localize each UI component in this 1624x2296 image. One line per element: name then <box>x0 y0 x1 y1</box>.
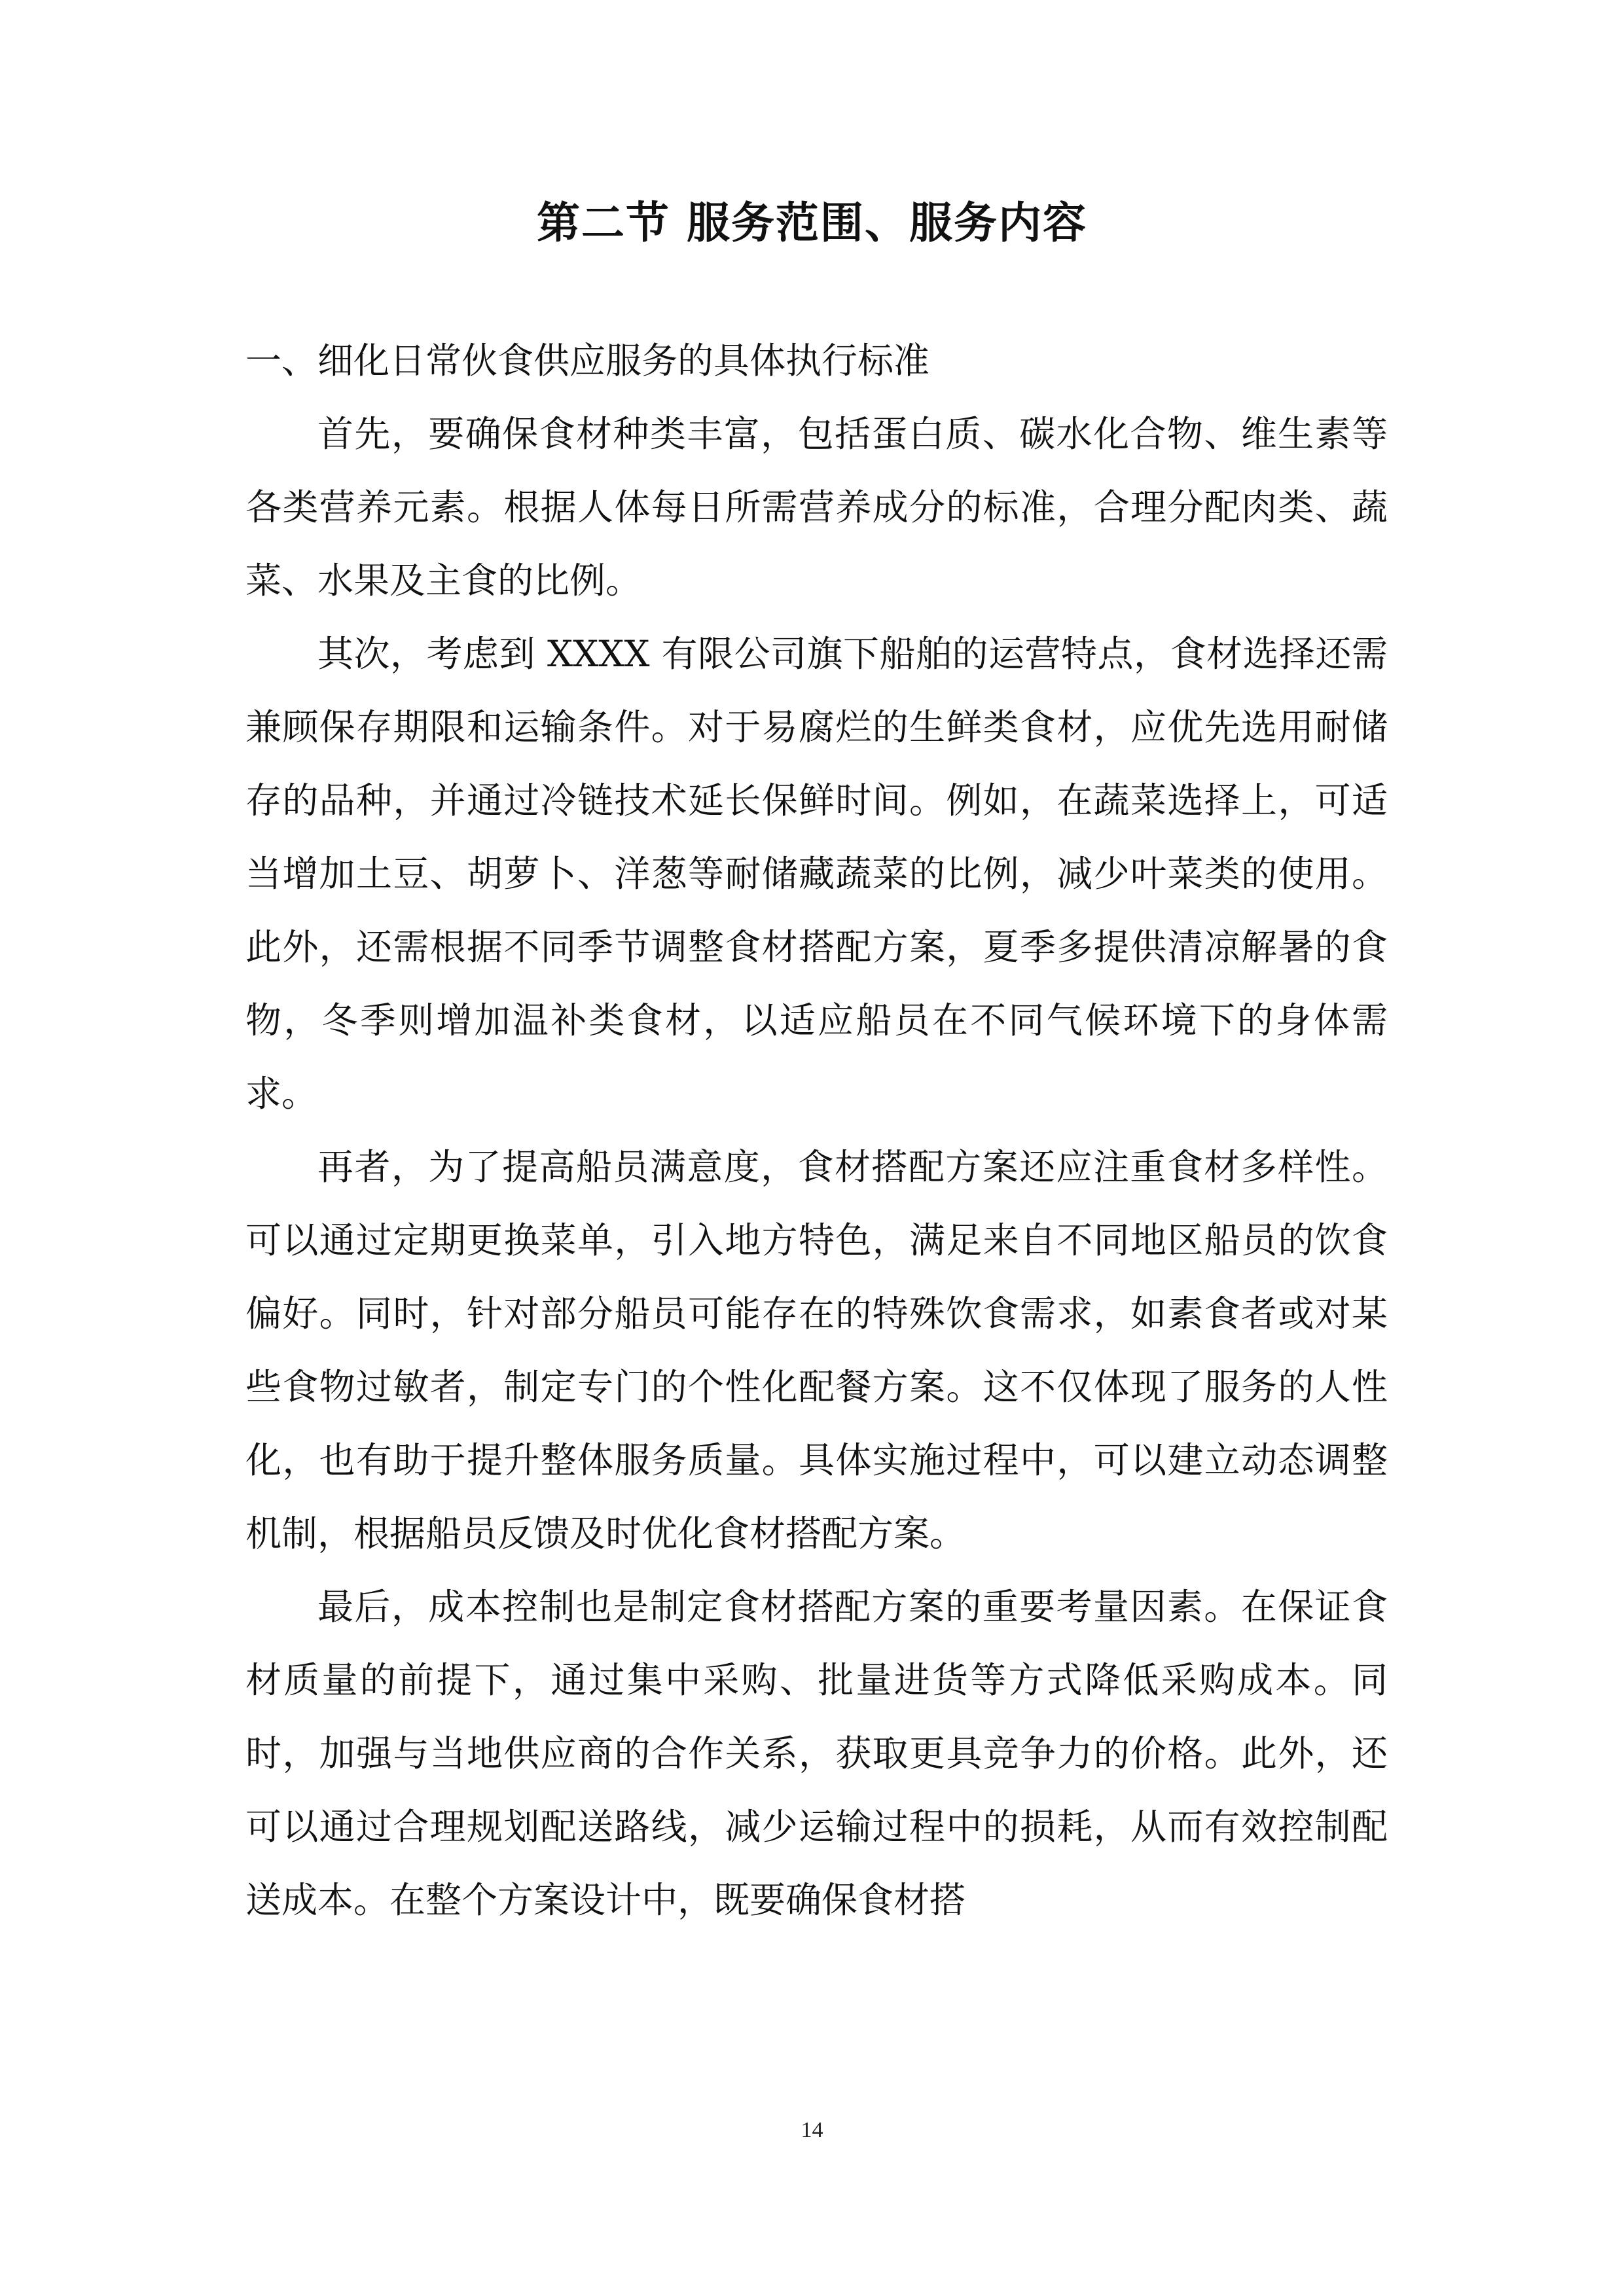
paragraph-2: 其次，考虑到 XXXX 有限公司旗下船舶的运营特点，食材选择还需兼顾保存期限和运输条件。对于易腐烂的生鲜类食材，应优先选用耐储存的品种，并通过冷链技术延长保鲜时间。例如，在蔬菜选择上，可适当增加土豆、胡萝卜、洋葱等耐储藏蔬菜的比例，减少叶菜类的使用。此外，还需根据不同季节调整食材搭配方案，夏季多提供清凉解暑的食物，冬季则增加温补类食材，以适应船员在不同气候环境下的身体需求。 <box>245 633 1388 1115</box>
paragraph-3: 再者，为了提高船员满意度，食材搭配方案还应注重食材多样性。可以通过定期更换菜单，引入地方特色，满足来自不同地区船员的饮食偏好。同时，针对部分船员可能存在的特殊饮食需求，如素食者或对某些食物过敏者，制定专门的个性化配餐方案。这不仅体现了服务的人性化，也有助于提升整体服务质量。具体实施过程中，可以建立动态调整机制，根据船员反馈及时优化食材搭配方案。 <box>245 1146 1388 1554</box>
subheading: 一、细化日常伙食供应服务的具体执行标准 <box>245 340 930 382</box>
paragraph-4: 最后，成本控制也是制定食材搭配方案的重要考量因素。在保证食材质量的前提下，通过集中采购、批量进货等方式降低采购成本。同时，加强与当地供应商的合作关系，获取更具竞争力的价格。此外，还可以通过合理规划配送路线，减少运输过程中的损耗，从而有效控制配送成本。在整个方案设计中，既要确保食材搭 <box>245 1586 1388 1921</box>
paragraph-1: 首先，要确保食材种类丰富，包括蛋白质、碳水化合物、维生素等各类营养元素。根据人体每日所需营养成分的标准，合理分配肉类、蔬菜、水果及主食的比例。 <box>245 413 1388 601</box>
section-title: 第二节 服务范围、服务内容 <box>537 197 1087 248</box>
page-number: 14 <box>801 2118 823 2142</box>
document-body <box>245 324 1388 1937</box>
